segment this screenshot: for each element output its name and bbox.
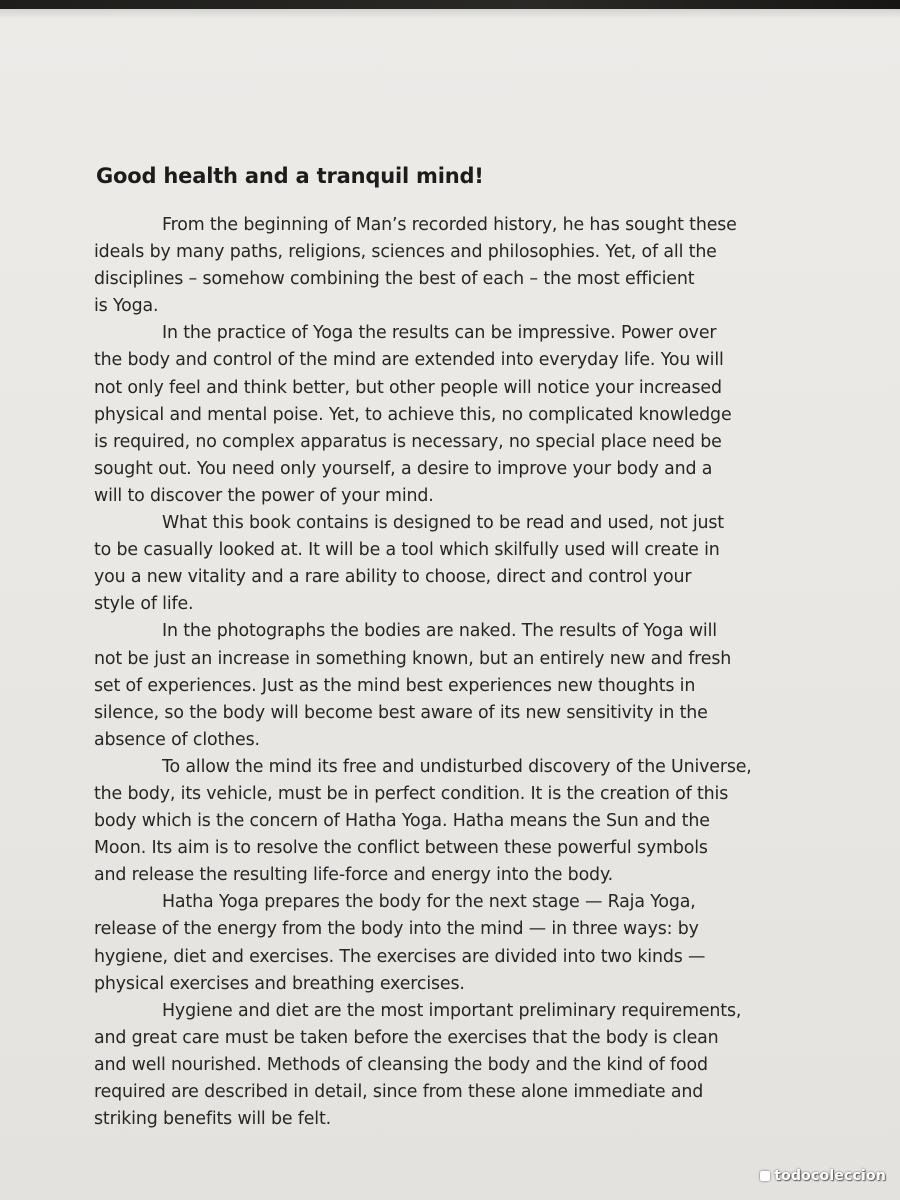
paragraph-line: physical and mental poise. Yet, to achieve this, no complicated knowledge <box>94 404 732 425</box>
paragraph-first-line: Hatha Yoga prepares the body for the next stage — Raja Yoga, <box>162 892 696 913</box>
watermark-logo-icon <box>760 1171 770 1181</box>
paragraph-line: sought out. You need only yourself, a desire to improve your body and a <box>94 458 713 479</box>
page-top-edge <box>0 0 900 9</box>
paragraph-line: is Yoga. <box>94 296 159 317</box>
paragraph-line: and well nourished. Methods of cleansing the body and the kind of food <box>94 1054 708 1075</box>
paragraph-line: release of the energy from the body into the mind — in three ways: by <box>94 919 699 940</box>
paragraph-line: silence, so the body will become best aware of its new sensitivity in the <box>94 702 708 723</box>
paragraph <box>94 998 834 1133</box>
paragraph-line: disciplines – somehow combining the best of each – the most efficient <box>94 269 695 290</box>
watermark-text: todocoleccion <box>774 1168 886 1184</box>
paragraph-line: not be just an increase in something known, but an entirely new and fresh <box>94 648 732 669</box>
paragraph-first-line: In the photographs the bodies are naked. The results of Yoga will <box>162 621 717 642</box>
paragraph-line: ideals by many paths, religions, sciences and philosophies. Yet, of all the <box>94 242 717 263</box>
paragraph-line: body which is the concern of Hatha Yoga. Hatha means the Sun and the <box>94 811 710 832</box>
paragraph-line: set of experiences. Just as the mind best experiences new thoughts in <box>94 675 696 696</box>
paragraph <box>94 212 834 320</box>
body-text <box>94 212 834 1133</box>
paragraph-line: and release the resulting life-force and energy into the body. <box>94 865 613 886</box>
watermark <box>760 1168 886 1184</box>
page-content <box>94 158 834 1133</box>
paragraph-first-line: What this book contains is designed to be read and used, not just <box>162 513 724 534</box>
paragraph <box>94 754 834 889</box>
paragraph <box>94 618 834 753</box>
paragraph-line: and great care must be taken before the exercises that the body is clean <box>94 1027 719 1048</box>
paragraph-line: required are described in detail, since from these alone immediate and <box>94 1082 704 1102</box>
paragraph-line: will to discover the power of your mind. <box>94 485 434 506</box>
paragraph-line: absence of clothes. <box>94 729 260 750</box>
paragraph <box>94 889 834 997</box>
paragraph-line: you a new vitality and a rare ability to choose, direct and control your <box>94 567 692 588</box>
paragraph-line: to be casually looked at. It will be a tool which skilfully used will create in <box>94 540 720 561</box>
paragraph-first-line: Hygiene and diet are the most important preliminary requirements, <box>162 1000 742 1021</box>
paragraph-line: Moon. Its aim is to resolve the conflict between these powerful symbols <box>94 838 708 859</box>
paragraph-line: style of life. <box>94 594 194 615</box>
paragraph-first-line: From the beginning of Man’s recorded history, he has sought these <box>162 215 737 235</box>
page-title: Good health and a tranquil mind! <box>96 164 484 188</box>
paragraph-first-line: To allow the mind its free and undisturbed discovery of the Universe, <box>162 756 752 777</box>
paragraph-first-line: In the practice of Yoga the results can be impressive. Power over <box>162 323 717 344</box>
paragraph-line: the body and control of the mind are extended into everyday life. You will <box>94 350 724 371</box>
paragraph-line: striking benefits will be felt. <box>94 1109 332 1130</box>
paragraph-line: physical exercises and breathing exercises. <box>94 973 465 994</box>
paragraph <box>94 320 834 510</box>
paragraph <box>94 510 834 618</box>
paragraph-line: is required, no complex apparatus is necessary, no special place need be <box>94 431 722 452</box>
page-top-shadow <box>0 9 900 19</box>
paragraph-line: not only feel and think better, but other people will notice your increased <box>94 377 722 398</box>
paragraph-line: the body, its vehicle, must be in perfect condition. It is the creation of this <box>94 783 729 804</box>
paragraph-line: hygiene, diet and exercises. The exercises are divided into two kinds — <box>94 946 706 967</box>
